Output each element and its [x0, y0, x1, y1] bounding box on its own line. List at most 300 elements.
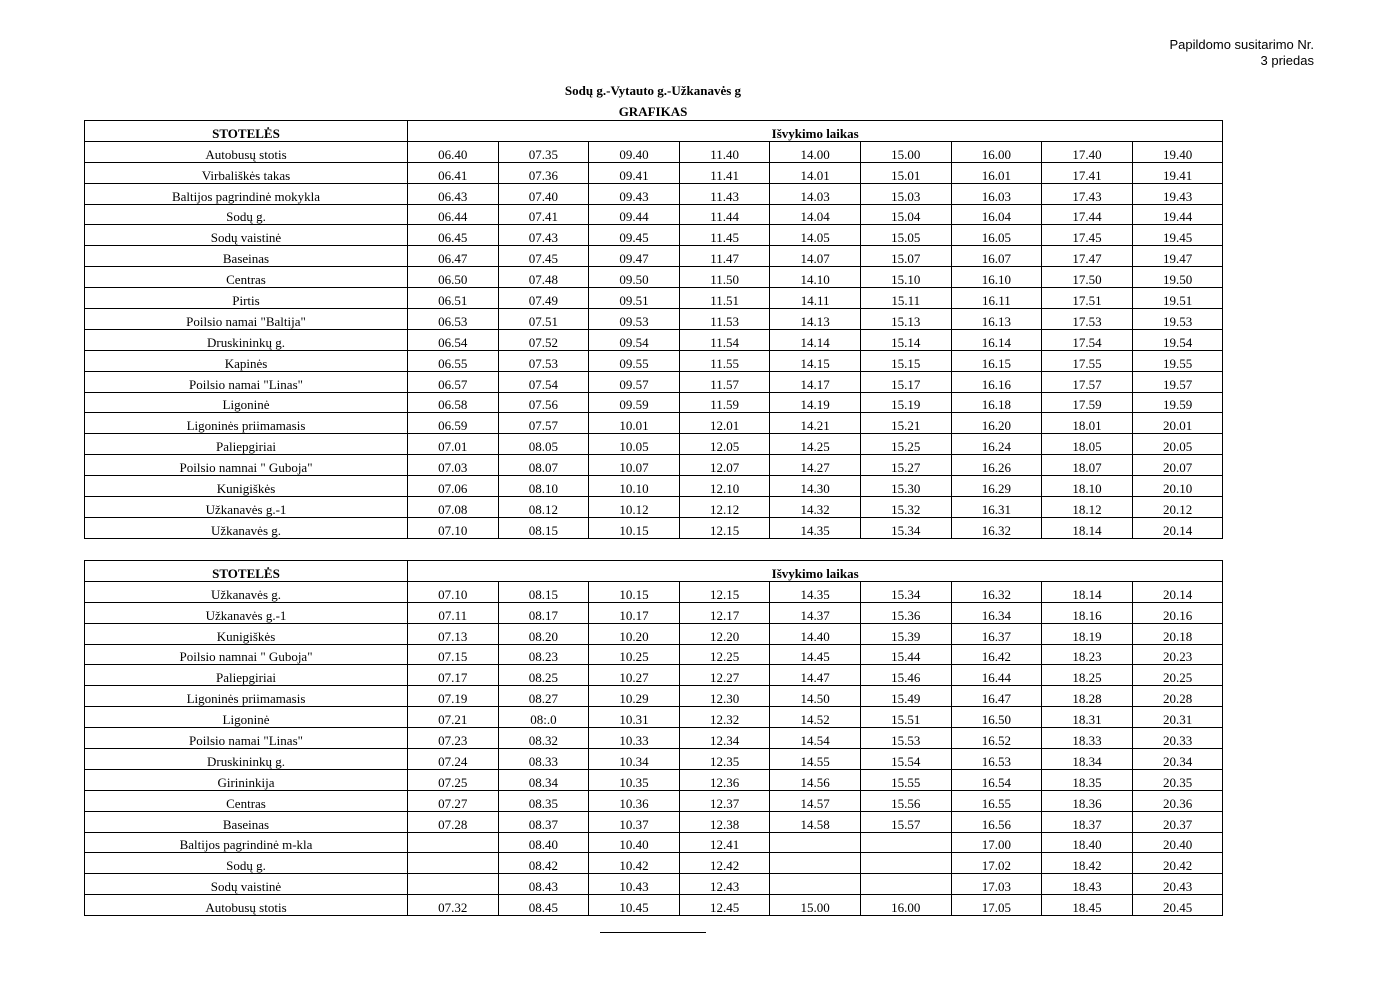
schedule-table-outbound — [84, 120, 1223, 539]
departure-time-cell: 16.00 — [860, 895, 951, 916]
departure-time-cell: 09.41 — [589, 162, 680, 183]
departure-time-cell: 15.54 — [860, 749, 951, 770]
departure-time-cell: 17.54 — [1042, 329, 1133, 350]
departure-time-cell: 11.43 — [679, 183, 770, 204]
stop-name-cell: Druskininkų g. — [85, 329, 408, 350]
departure-time-cell — [860, 832, 951, 853]
departure-time-cell: 19.41 — [1132, 162, 1223, 183]
departure-time-cell: 14.57 — [770, 790, 861, 811]
departure-time-cell: 14.25 — [770, 434, 861, 455]
stop-name-cell: Autobusų stotis — [85, 895, 408, 916]
departure-time-cell: 20.35 — [1132, 769, 1223, 790]
departure-time-cell: 19.50 — [1132, 267, 1223, 288]
departure-time-cell: 20.16 — [1132, 602, 1223, 623]
departure-time-cell: 11.51 — [679, 288, 770, 309]
departure-time-cell: 12.38 — [679, 811, 770, 832]
departure-time-cell: 11.59 — [679, 392, 770, 413]
departure-time-cell: 14.32 — [770, 497, 861, 518]
departure-time-cell: 12.30 — [679, 686, 770, 707]
departure-time-cell: 19.51 — [1132, 288, 1223, 309]
departure-time-cell: 14.15 — [770, 350, 861, 371]
stop-name-cell: Sodų vaistinė — [85, 225, 408, 246]
departure-time-cell: 09.43 — [589, 183, 680, 204]
end-divider — [600, 932, 706, 933]
departure-time-cell: 14.13 — [770, 309, 861, 330]
departure-time-cell: 16.01 — [951, 162, 1042, 183]
departure-time-cell: 15.21 — [860, 413, 951, 434]
departure-time-cell: 12.43 — [679, 874, 770, 895]
departure-time-cell: 15.03 — [860, 183, 951, 204]
departure-time-cell: 09.47 — [589, 246, 680, 267]
departure-time-cell: 17.47 — [1042, 246, 1133, 267]
departure-time-cell: 08.25 — [498, 665, 589, 686]
departure-time-cell: 15.07 — [860, 246, 951, 267]
departure-time-cell: 07.56 — [498, 392, 589, 413]
departure-time-cell: 10.10 — [589, 476, 680, 497]
departure-time-cell: 17.59 — [1042, 392, 1133, 413]
departure-time-cell: 10.35 — [589, 769, 680, 790]
departure-time-cell: 14.52 — [770, 707, 861, 728]
departure-time-cell: 08.40 — [498, 832, 589, 853]
departure-time-cell: 14.40 — [770, 623, 861, 644]
departure-time-cell: 07.10 — [408, 581, 499, 602]
departure-time-cell: 11.53 — [679, 309, 770, 330]
departure-time-cell: 09.59 — [589, 392, 680, 413]
departure-time-cell: 14.01 — [770, 162, 861, 183]
stop-name-cell: Druskininkų g. — [85, 749, 408, 770]
departure-time-cell: 14.04 — [770, 204, 861, 225]
departure-time-cell: 06.40 — [408, 141, 499, 162]
departure-time-cell: 12.37 — [679, 790, 770, 811]
departure-time-cell: 07.25 — [408, 769, 499, 790]
departure-time-cell: 15.10 — [860, 267, 951, 288]
table-row — [85, 895, 1223, 916]
departure-time-cell: 15.34 — [860, 581, 951, 602]
departure-time-cell: 15.11 — [860, 288, 951, 309]
stop-name-cell: Paliepgiriai — [85, 665, 408, 686]
departure-time-cell: 15.49 — [860, 686, 951, 707]
annex-line-2: 3 priedas — [1260, 53, 1314, 68]
departure-time-cell: 18.40 — [1042, 832, 1133, 853]
departure-time-cell: 15.05 — [860, 225, 951, 246]
annex-label — [1170, 37, 1315, 69]
departure-time-cell: 06.51 — [408, 288, 499, 309]
departure-time-cell: 12.41 — [679, 832, 770, 853]
departure-time-cell: 08.15 — [498, 517, 589, 538]
departure-time-cell: 08.35 — [498, 790, 589, 811]
departure-time-cell: 12.36 — [679, 769, 770, 790]
departure-time-cell: 07.41 — [498, 204, 589, 225]
departure-time-cell: 08.07 — [498, 455, 589, 476]
departure-time-cell: 10.07 — [589, 455, 680, 476]
table-row — [85, 371, 1223, 392]
departure-time-cell: 11.50 — [679, 267, 770, 288]
stop-name-cell: Poilsio namnai " Guboja" — [85, 455, 408, 476]
table-row — [85, 455, 1223, 476]
departure-time-cell: 07.23 — [408, 728, 499, 749]
departure-time-cell: 19.55 — [1132, 350, 1223, 371]
departure-time-cell: 19.54 — [1132, 329, 1223, 350]
departure-time-cell: 10.45 — [589, 895, 680, 916]
departure-time-cell: 14.21 — [770, 413, 861, 434]
departure-time-cell: 08.45 — [498, 895, 589, 916]
table-row — [85, 204, 1223, 225]
departure-time-cell: 15.36 — [860, 602, 951, 623]
departure-time-cell: 18.36 — [1042, 790, 1133, 811]
table-row — [85, 476, 1223, 497]
stop-name-cell: Baltijos pagrindinė m-kla — [85, 832, 408, 853]
departure-time-cell: 09.44 — [589, 204, 680, 225]
departure-time-cell: 10.40 — [589, 832, 680, 853]
table-row — [85, 288, 1223, 309]
departure-time-cell: 09.45 — [589, 225, 680, 246]
departure-time-cell: 20.05 — [1132, 434, 1223, 455]
departure-time-cell: 08.32 — [498, 728, 589, 749]
departure-time-cell: 14.11 — [770, 288, 861, 309]
stop-name-cell: Baltijos pagrindinė mokykla — [85, 183, 408, 204]
departure-time-cell: 16.10 — [951, 267, 1042, 288]
table-row — [85, 686, 1223, 707]
departure-time-cell: 20.25 — [1132, 665, 1223, 686]
departure-time-cell: 18.43 — [1042, 874, 1133, 895]
stop-name-cell: Paliepgiriai — [85, 434, 408, 455]
departure-time-cell: 14.45 — [770, 644, 861, 665]
departure-time-cell: 14.05 — [770, 225, 861, 246]
departure-time-cell: 07.17 — [408, 665, 499, 686]
departure-time-cell: 20.18 — [1132, 623, 1223, 644]
departure-time-cell: 18.23 — [1042, 644, 1133, 665]
departure-time-cell: 12.27 — [679, 665, 770, 686]
departure-time-cell: 15.34 — [860, 517, 951, 538]
departure-time-cell: 15.04 — [860, 204, 951, 225]
departure-time-cell: 08.43 — [498, 874, 589, 895]
departure-time-cell: 17.05 — [951, 895, 1042, 916]
departure-time-cell: 19.43 — [1132, 183, 1223, 204]
departure-time-cell: 08.34 — [498, 769, 589, 790]
departure-time-cell: 14.55 — [770, 749, 861, 770]
departure-time-cell: 12.15 — [679, 581, 770, 602]
departure-time-cell: 14.47 — [770, 665, 861, 686]
stop-name-cell: Ligoninė — [85, 707, 408, 728]
stop-name-cell: Užkanavės g.-1 — [85, 602, 408, 623]
departure-time-cell — [408, 832, 499, 853]
departure-time-cell: 17.03 — [951, 874, 1042, 895]
departure-time-cell: 19.59 — [1132, 392, 1223, 413]
departure-time-cell: 06.53 — [408, 309, 499, 330]
departure-time-cell: 08.17 — [498, 602, 589, 623]
departure-time-cell: 12.35 — [679, 749, 770, 770]
table-row — [85, 183, 1223, 204]
departure-time-cell: 18.28 — [1042, 686, 1133, 707]
stop-name-cell: Baseinas — [85, 246, 408, 267]
table-row — [85, 141, 1223, 162]
departure-time-cell: 12.05 — [679, 434, 770, 455]
departure-time-cell: 14.56 — [770, 769, 861, 790]
departure-time-cell: 15.53 — [860, 728, 951, 749]
departure-time-cell: 15.14 — [860, 329, 951, 350]
departure-time-cell: 16.18 — [951, 392, 1042, 413]
departure-time-cell: 16.31 — [951, 497, 1042, 518]
departure-time-cell: 16.26 — [951, 455, 1042, 476]
departure-time-cell: 08.15 — [498, 581, 589, 602]
departure-time-cell: 16.53 — [951, 749, 1042, 770]
departure-time-cell: 08.23 — [498, 644, 589, 665]
departure-time-cell: 10.05 — [589, 434, 680, 455]
departure-time-cell: 17.40 — [1042, 141, 1133, 162]
departure-time-cell: 10.17 — [589, 602, 680, 623]
departure-time-cell: 18.07 — [1042, 455, 1133, 476]
departure-time-cell: 14.03 — [770, 183, 861, 204]
departure-time-cell: 07.08 — [408, 497, 499, 518]
departure-time-cell: 17.02 — [951, 853, 1042, 874]
table-row — [85, 434, 1223, 455]
departure-time-cell: 14.50 — [770, 686, 861, 707]
departure-time-cell: 15.00 — [770, 895, 861, 916]
departure-time-cell: 07.57 — [498, 413, 589, 434]
departure-time-cell: 17.43 — [1042, 183, 1133, 204]
stop-name-cell: Poilsio namai "Linas" — [85, 371, 408, 392]
departure-time-cell: 18.33 — [1042, 728, 1133, 749]
departure-time-cell: 14.10 — [770, 267, 861, 288]
departure-time-cell: 09.51 — [589, 288, 680, 309]
departure-time-cell: 19.44 — [1132, 204, 1223, 225]
departure-time-cell: 18.14 — [1042, 517, 1133, 538]
departure-time-cell: 19.53 — [1132, 309, 1223, 330]
departure-time-cell: 14.54 — [770, 728, 861, 749]
departure-time-cell: 12.34 — [679, 728, 770, 749]
departure-time-cell: 10.01 — [589, 413, 680, 434]
departure-time-cell: 08:.0 — [498, 707, 589, 728]
departure-time-cell: 07.01 — [408, 434, 499, 455]
table-row — [85, 853, 1223, 874]
departure-time-cell: 16.20 — [951, 413, 1042, 434]
departure-time-cell: 18.16 — [1042, 602, 1133, 623]
departure-time-cell: 10.15 — [589, 517, 680, 538]
departure-time-cell: 20.37 — [1132, 811, 1223, 832]
stop-name-cell: Baseinas — [85, 811, 408, 832]
departure-time-cell: 10.33 — [589, 728, 680, 749]
departure-time-cell: 18.34 — [1042, 749, 1133, 770]
stop-name-cell: Ligoninė — [85, 392, 408, 413]
table-row — [85, 497, 1223, 518]
departure-time-cell: 07.52 — [498, 329, 589, 350]
departure-time-cell: 09.53 — [589, 309, 680, 330]
departure-time-cell: 15.55 — [860, 769, 951, 790]
table-row — [85, 832, 1223, 853]
departure-time-cell: 20.28 — [1132, 686, 1223, 707]
table-row — [85, 749, 1223, 770]
departure-time-cell: 07.40 — [498, 183, 589, 204]
departure-time-cell: 15.01 — [860, 162, 951, 183]
departure-time-cell: 07.32 — [408, 895, 499, 916]
departure-time-cell: 10.29 — [589, 686, 680, 707]
table-row — [85, 246, 1223, 267]
departure-time-cell: 15.46 — [860, 665, 951, 686]
departure-time-cell: 10.25 — [589, 644, 680, 665]
departure-time-cell: 10.42 — [589, 853, 680, 874]
departure-time-cell: 14.58 — [770, 811, 861, 832]
departure-time-cell: 18.37 — [1042, 811, 1133, 832]
departure-time-cell: 16.07 — [951, 246, 1042, 267]
departure-time-cell: 16.32 — [951, 581, 1042, 602]
departure-time-cell: 07.10 — [408, 517, 499, 538]
departure-time-cell: 10.34 — [589, 749, 680, 770]
table-row — [85, 329, 1223, 350]
stop-name-cell: Sodų g. — [85, 204, 408, 225]
stop-name-cell: Girininkija — [85, 769, 408, 790]
departure-time-cell: 15.13 — [860, 309, 951, 330]
departure-time-cell: 15.39 — [860, 623, 951, 644]
table-row — [85, 644, 1223, 665]
departure-time-cell: 16.16 — [951, 371, 1042, 392]
departure-time-cell: 17.44 — [1042, 204, 1133, 225]
departure-time-cell: 16.15 — [951, 350, 1042, 371]
departure-time-cell: 16.44 — [951, 665, 1042, 686]
departure-time-cell — [408, 853, 499, 874]
table-row — [85, 225, 1223, 246]
departure-time-cell: 20.40 — [1132, 832, 1223, 853]
departure-time-cell: 16.00 — [951, 141, 1042, 162]
departure-time-cell: 10.43 — [589, 874, 680, 895]
departure-time-cell: 12.32 — [679, 707, 770, 728]
departure-time-cell: 07.19 — [408, 686, 499, 707]
departure-time-cell: 15.44 — [860, 644, 951, 665]
departure-time-cell: 07.35 — [498, 141, 589, 162]
departure-time-cell: 16.55 — [951, 790, 1042, 811]
table-row — [85, 350, 1223, 371]
departure-header: Išvykimo laikas — [408, 121, 1223, 142]
stop-name-cell: Užkanavės g. — [85, 581, 408, 602]
table-row — [85, 267, 1223, 288]
departure-time-cell: 11.54 — [679, 329, 770, 350]
departure-time-cell: 20.31 — [1132, 707, 1223, 728]
departure-time-cell: 20.33 — [1132, 728, 1223, 749]
departure-time-cell: 15.27 — [860, 455, 951, 476]
departure-time-cell: 07.36 — [498, 162, 589, 183]
departure-time-cell: 16.11 — [951, 288, 1042, 309]
departure-time-cell: 10.31 — [589, 707, 680, 728]
schedule-title: GRAFIKAS — [618, 104, 688, 119]
stop-name-cell: Užkanavės g. — [85, 517, 408, 538]
table-row — [85, 517, 1223, 538]
departure-time-cell: 17.00 — [951, 832, 1042, 853]
departure-time-cell: 07.49 — [498, 288, 589, 309]
stop-name-cell: Poilsio namai "Linas" — [85, 728, 408, 749]
departure-time-cell: 07.51 — [498, 309, 589, 330]
departure-time-cell: 14.35 — [770, 581, 861, 602]
table-row — [85, 623, 1223, 644]
departure-time-cell: 15.25 — [860, 434, 951, 455]
departure-time-cell: 07.54 — [498, 371, 589, 392]
departure-time-cell: 08.20 — [498, 623, 589, 644]
departure-time-cell: 12.01 — [679, 413, 770, 434]
stop-name-cell: Virbališkės takas — [85, 162, 408, 183]
departure-time-cell: 16.29 — [951, 476, 1042, 497]
departure-time-cell: 17.41 — [1042, 162, 1133, 183]
departure-time-cell: 20.34 — [1132, 749, 1223, 770]
departure-time-cell: 06.44 — [408, 204, 499, 225]
departure-time-cell: 06.57 — [408, 371, 499, 392]
schedule-table-return — [84, 560, 1223, 916]
departure-time-cell — [408, 874, 499, 895]
departure-time-cell: 08.27 — [498, 686, 589, 707]
departure-time-cell: 20.12 — [1132, 497, 1223, 518]
departure-time-cell: 19.40 — [1132, 141, 1223, 162]
departure-time-cell — [770, 832, 861, 853]
departure-time-cell: 11.47 — [679, 246, 770, 267]
departure-time-cell: 12.20 — [679, 623, 770, 644]
departure-time-cell: 17.55 — [1042, 350, 1133, 371]
departure-time-cell: 14.00 — [770, 141, 861, 162]
departure-time-cell: 16.47 — [951, 686, 1042, 707]
departure-time-cell: 10.27 — [589, 665, 680, 686]
departure-time-cell: 19.57 — [1132, 371, 1223, 392]
departure-time-cell: 12.45 — [679, 895, 770, 916]
table-row — [85, 309, 1223, 330]
departure-time-cell: 18.31 — [1042, 707, 1133, 728]
departure-time-cell: 07.45 — [498, 246, 589, 267]
departure-time-cell: 11.40 — [679, 141, 770, 162]
departure-time-cell: 16.32 — [951, 517, 1042, 538]
departure-time-cell: 06.55 — [408, 350, 499, 371]
departure-time-cell: 14.35 — [770, 517, 861, 538]
stop-name-cell: Centras — [85, 267, 408, 288]
departure-time-cell: 07.53 — [498, 350, 589, 371]
table-row — [85, 790, 1223, 811]
departure-time-cell: 20.36 — [1132, 790, 1223, 811]
departure-time-cell: 15.00 — [860, 141, 951, 162]
departure-time-cell: 12.15 — [679, 517, 770, 538]
stop-name-cell: Kunigiškės — [85, 476, 408, 497]
departure-time-cell: 18.42 — [1042, 853, 1133, 874]
departure-time-cell: 20.01 — [1132, 413, 1223, 434]
departure-time-cell: 20.42 — [1132, 853, 1223, 874]
departure-time-cell: 06.59 — [408, 413, 499, 434]
departure-time-cell: 17.45 — [1042, 225, 1133, 246]
departure-time-cell: 18.35 — [1042, 769, 1133, 790]
departure-time-cell: 10.12 — [589, 497, 680, 518]
departure-time-cell: 16.42 — [951, 644, 1042, 665]
departure-time-cell: 09.57 — [589, 371, 680, 392]
departure-time-cell: 18.19 — [1042, 623, 1133, 644]
departure-time-cell — [860, 853, 951, 874]
departure-time-cell: 11.55 — [679, 350, 770, 371]
departure-time-cell: 15.32 — [860, 497, 951, 518]
departure-time-cell: 07.24 — [408, 749, 499, 770]
departure-time-cell: 16.56 — [951, 811, 1042, 832]
stops-header: STOTELĖS — [85, 121, 408, 142]
departure-time-cell: 12.12 — [679, 497, 770, 518]
departure-time-cell: 16.14 — [951, 329, 1042, 350]
table-header-row — [85, 561, 1223, 582]
departure-time-cell: 20.07 — [1132, 455, 1223, 476]
departure-time-cell: 15.30 — [860, 476, 951, 497]
departure-time-cell: 14.07 — [770, 246, 861, 267]
departure-time-cell: 07.15 — [408, 644, 499, 665]
departure-time-cell — [860, 874, 951, 895]
departure-time-cell: 10.36 — [589, 790, 680, 811]
departure-time-cell — [770, 853, 861, 874]
departure-time-cell: 18.25 — [1042, 665, 1133, 686]
departure-time-cell: 14.19 — [770, 392, 861, 413]
departure-time-cell: 11.57 — [679, 371, 770, 392]
table-header-row — [85, 121, 1223, 142]
stop-name-cell: Pirtis — [85, 288, 408, 309]
departure-time-cell: 07.06 — [408, 476, 499, 497]
departure-time-cell: 07.11 — [408, 602, 499, 623]
departure-time-cell: 06.50 — [408, 267, 499, 288]
departure-time-cell: 07.27 — [408, 790, 499, 811]
